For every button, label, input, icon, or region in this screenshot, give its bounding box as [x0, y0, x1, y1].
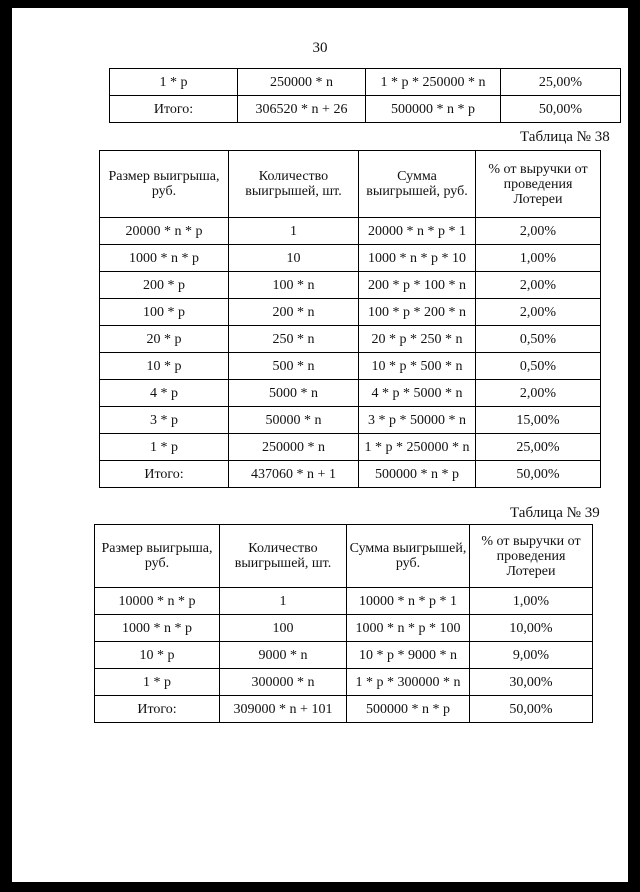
table-cell: 500000 * n * p — [366, 96, 501, 123]
table-cell: 250 * n — [229, 326, 359, 353]
table-row — [95, 588, 593, 615]
table-header-row — [95, 525, 593, 588]
table-cell: 0,50% — [476, 326, 601, 353]
table-cell: 500000 * n * p — [359, 461, 476, 488]
table-row — [100, 326, 601, 353]
table-row — [100, 272, 601, 299]
table-cell: 10 * p * 9000 * n — [347, 642, 470, 669]
table-cell: 437060 * n + 1 — [229, 461, 359, 488]
table-cell: 1 * p * 250000 * n — [366, 69, 501, 96]
table-cell: Итого: — [95, 696, 220, 723]
table-cell: 100 * p * 200 * n — [359, 299, 476, 326]
table-row — [100, 407, 601, 434]
table-cell: 3 * p — [100, 407, 229, 434]
table-row-total — [110, 96, 621, 123]
table-cell: 4 * p — [100, 380, 229, 407]
table-cell: 1,00% — [476, 245, 601, 272]
table-cell: 10 * p — [100, 353, 229, 380]
table-cell: 500 * n — [229, 353, 359, 380]
column-header: Количество выигрышей, шт. — [220, 525, 347, 588]
table-cell: 1000 * n * p * 10 — [359, 245, 476, 272]
table-cell: 100 * n — [229, 272, 359, 299]
table-39 — [94, 524, 593, 723]
table-cell: 9000 * n — [220, 642, 347, 669]
table-cell: Итого: — [100, 461, 229, 488]
scan-border-left — [0, 0, 12, 892]
table-cell: 30,00% — [470, 669, 593, 696]
column-header: % от выручки от проведения Лотереи — [476, 151, 601, 218]
table-row — [100, 380, 601, 407]
column-header: % от выручки от проведения Лотереи — [470, 525, 593, 588]
table-cell: 50,00% — [470, 696, 593, 723]
table-cell: 3 * p * 50000 * n — [359, 407, 476, 434]
table-cell: 1 * p * 300000 * n — [347, 669, 470, 696]
table-cell: 1 * p — [110, 69, 238, 96]
table-cell: 20 * p * 250 * n — [359, 326, 476, 353]
table-cell: 1,00% — [470, 588, 593, 615]
table-39-caption: Таблица № 39 — [510, 505, 600, 521]
table-cell: 250000 * n — [229, 434, 359, 461]
table-cell: 2,00% — [476, 272, 601, 299]
table-cell: 1 * p — [95, 669, 220, 696]
table-cell: 10000 * n * p — [95, 588, 220, 615]
table-cell: 25,00% — [501, 69, 621, 96]
table-cell: 2,00% — [476, 380, 601, 407]
table-cell: 100 * p — [100, 299, 229, 326]
table-cell: 0,50% — [476, 353, 601, 380]
table-row — [100, 353, 601, 380]
table-cell: 50,00% — [501, 96, 621, 123]
column-header: Сумма выигрышей, руб. — [347, 525, 470, 588]
table-cell: 20000 * n * p * 1 — [359, 218, 476, 245]
table-row — [110, 69, 621, 96]
table-cell: 5000 * n — [229, 380, 359, 407]
table-cell: 9,00% — [470, 642, 593, 669]
table-header-row — [100, 151, 601, 218]
table-row — [100, 299, 601, 326]
table-cell: 309000 * n + 101 — [220, 696, 347, 723]
column-header: Количество выигрышей, шт. — [229, 151, 359, 218]
table-cell: 1000 * n * p — [100, 245, 229, 272]
table-cell: 200 * p — [100, 272, 229, 299]
table-cell: 10000 * n * p * 1 — [347, 588, 470, 615]
table-cell: 1 — [220, 588, 347, 615]
table-cell: 10 — [229, 245, 359, 272]
table-cell: 10 * p * 500 * n — [359, 353, 476, 380]
table-row — [95, 615, 593, 642]
table-cell: 1000 * n * p — [95, 615, 220, 642]
table-row — [95, 669, 593, 696]
table-cell: 1 * p * 250000 * n — [359, 434, 476, 461]
column-header: Размер выигрыша, руб. — [100, 151, 229, 218]
table-cell: 200 * p * 100 * n — [359, 272, 476, 299]
table-38-caption: Таблица № 38 — [520, 129, 610, 145]
table-row — [95, 642, 593, 669]
column-header: Размер выигрыша, руб. — [95, 525, 220, 588]
table-cell: 25,00% — [476, 434, 601, 461]
table-cell: 306520 * n + 26 — [238, 96, 366, 123]
table-cell: 4 * p * 5000 * n — [359, 380, 476, 407]
table-row — [100, 434, 601, 461]
page-number: 30 — [312, 40, 328, 56]
table-row-total — [95, 696, 593, 723]
table-cell: 300000 * n — [220, 669, 347, 696]
table-cell: 200 * n — [229, 299, 359, 326]
table-cell: 100 — [220, 615, 347, 642]
table-cell: 250000 * n — [238, 69, 366, 96]
scan-border-bottom — [0, 882, 640, 892]
table-cell: Итого: — [110, 96, 238, 123]
table-cell: 1 — [229, 218, 359, 245]
table-cell: 2,00% — [476, 218, 601, 245]
table-row — [100, 218, 601, 245]
table-cell: 20000 * n * p — [100, 218, 229, 245]
table-cell: 20 * p — [100, 326, 229, 353]
table-38 — [99, 150, 601, 488]
column-header: Сумма выигрышей, руб. — [359, 151, 476, 218]
table-row — [100, 245, 601, 272]
table-cell: 1 * p — [100, 434, 229, 461]
table-cell: 50000 * n — [229, 407, 359, 434]
scan-border-right — [628, 0, 640, 892]
table-cell: 500000 * n * p — [347, 696, 470, 723]
table-row-total — [100, 461, 601, 488]
table-cell: 10,00% — [470, 615, 593, 642]
table-cell: 10 * p — [95, 642, 220, 669]
table-cell: 1000 * n * p * 100 — [347, 615, 470, 642]
table-cell: 2,00% — [476, 299, 601, 326]
table-cell: 15,00% — [476, 407, 601, 434]
table-top-continuation — [109, 68, 621, 123]
scan-border-top — [0, 0, 640, 8]
table-cell: 50,00% — [476, 461, 601, 488]
